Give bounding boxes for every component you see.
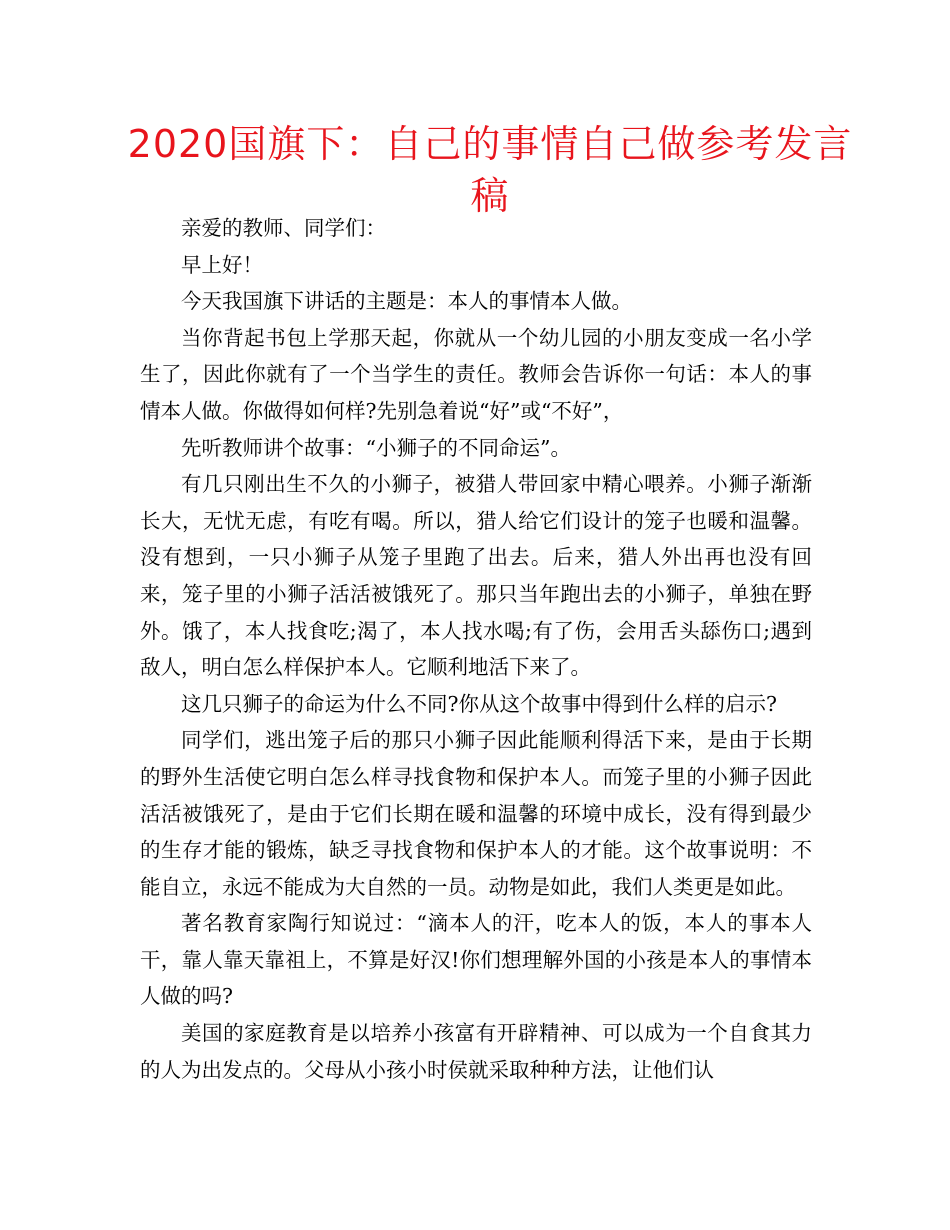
paragraph-intro: 当你背起书包上学那天起，你就从一个幼儿园的小朋友变成一名小学生了，因此你就有了一个当学生的责任。教师会告诉你一句话：本人的事情本人做。你做得如何样?先别急着说“好”或“不好”， (140, 325, 812, 423)
paragraph-greeting: 亲爱的教师、同学们： (181, 216, 386, 240)
paragraph-good-morning: 早上好！ (181, 252, 263, 277)
paragraph-american-education: 美国的家庭教育是以培养小孩富有开辟精神、可以成为一个自食其力的人为出发点的。父母从小孩小时侯就采取种种方法，让他们认 (140, 1021, 812, 1082)
paragraph-explanation: 同学们，逃出笼子后的那只小狮子因此能顺利得活下来，是由于长期的野外生活使它明白怎么样寻找食物和保护本人。而笼子里的小狮子因此活活被饿死了，是由于它们长期在暖和温馨的环境中成长，没有得到最少的生存才能的锻炼，缺乏寻找食物和保护本人的才能。这个故事说明：不能自立，永远不能成为大自然的一员。动物是如此，我们人类更是如此。 (140, 728, 812, 899)
paragraph-topic: 今天我国旗下讲话的主题是：本人的事情本人做。 (181, 289, 632, 314)
document-title: 2020国旗下：自己的事情自己做参考发言稿 (127, 122, 853, 218)
paragraph-quote: 著名教育家陶行知说过：“滴本人的汗，吃本人的饭，本人的事本人干，靠人靠天靠祖上，不算是好汉!你们想理解外国的小孩是本人的事情本人做的吗? (140, 911, 812, 1009)
paragraph-story: 有几只刚出生不久的小狮子，被猎人带回家中精心喂养。小狮子渐渐长大，无忧无虑，有吃有喝。所以，猎人给它们设计的笼子也暖和温馨。没有想到，一只小狮子从笼子里跑了出去。后来，猎人外出再也没有回来，笼子里的小狮子活活被饿死了。那只当年跑出去的小狮子，单独在野外。饿了，本人找食吃;渴了，本人找水喝;有了伤，会用舌头舔伤口;遇到敌人，明白怎么样保护本人。它顺利地活下来了。 (140, 472, 812, 680)
paragraph-question: 这几只狮子的命运为什么不同?你从这个故事中得到什么样的启示? (181, 691, 777, 716)
paragraph-story-title: 先听教师讲个故事：“小狮子的不同命运”。 (181, 435, 571, 460)
document-body (140, 210, 812, 1088)
